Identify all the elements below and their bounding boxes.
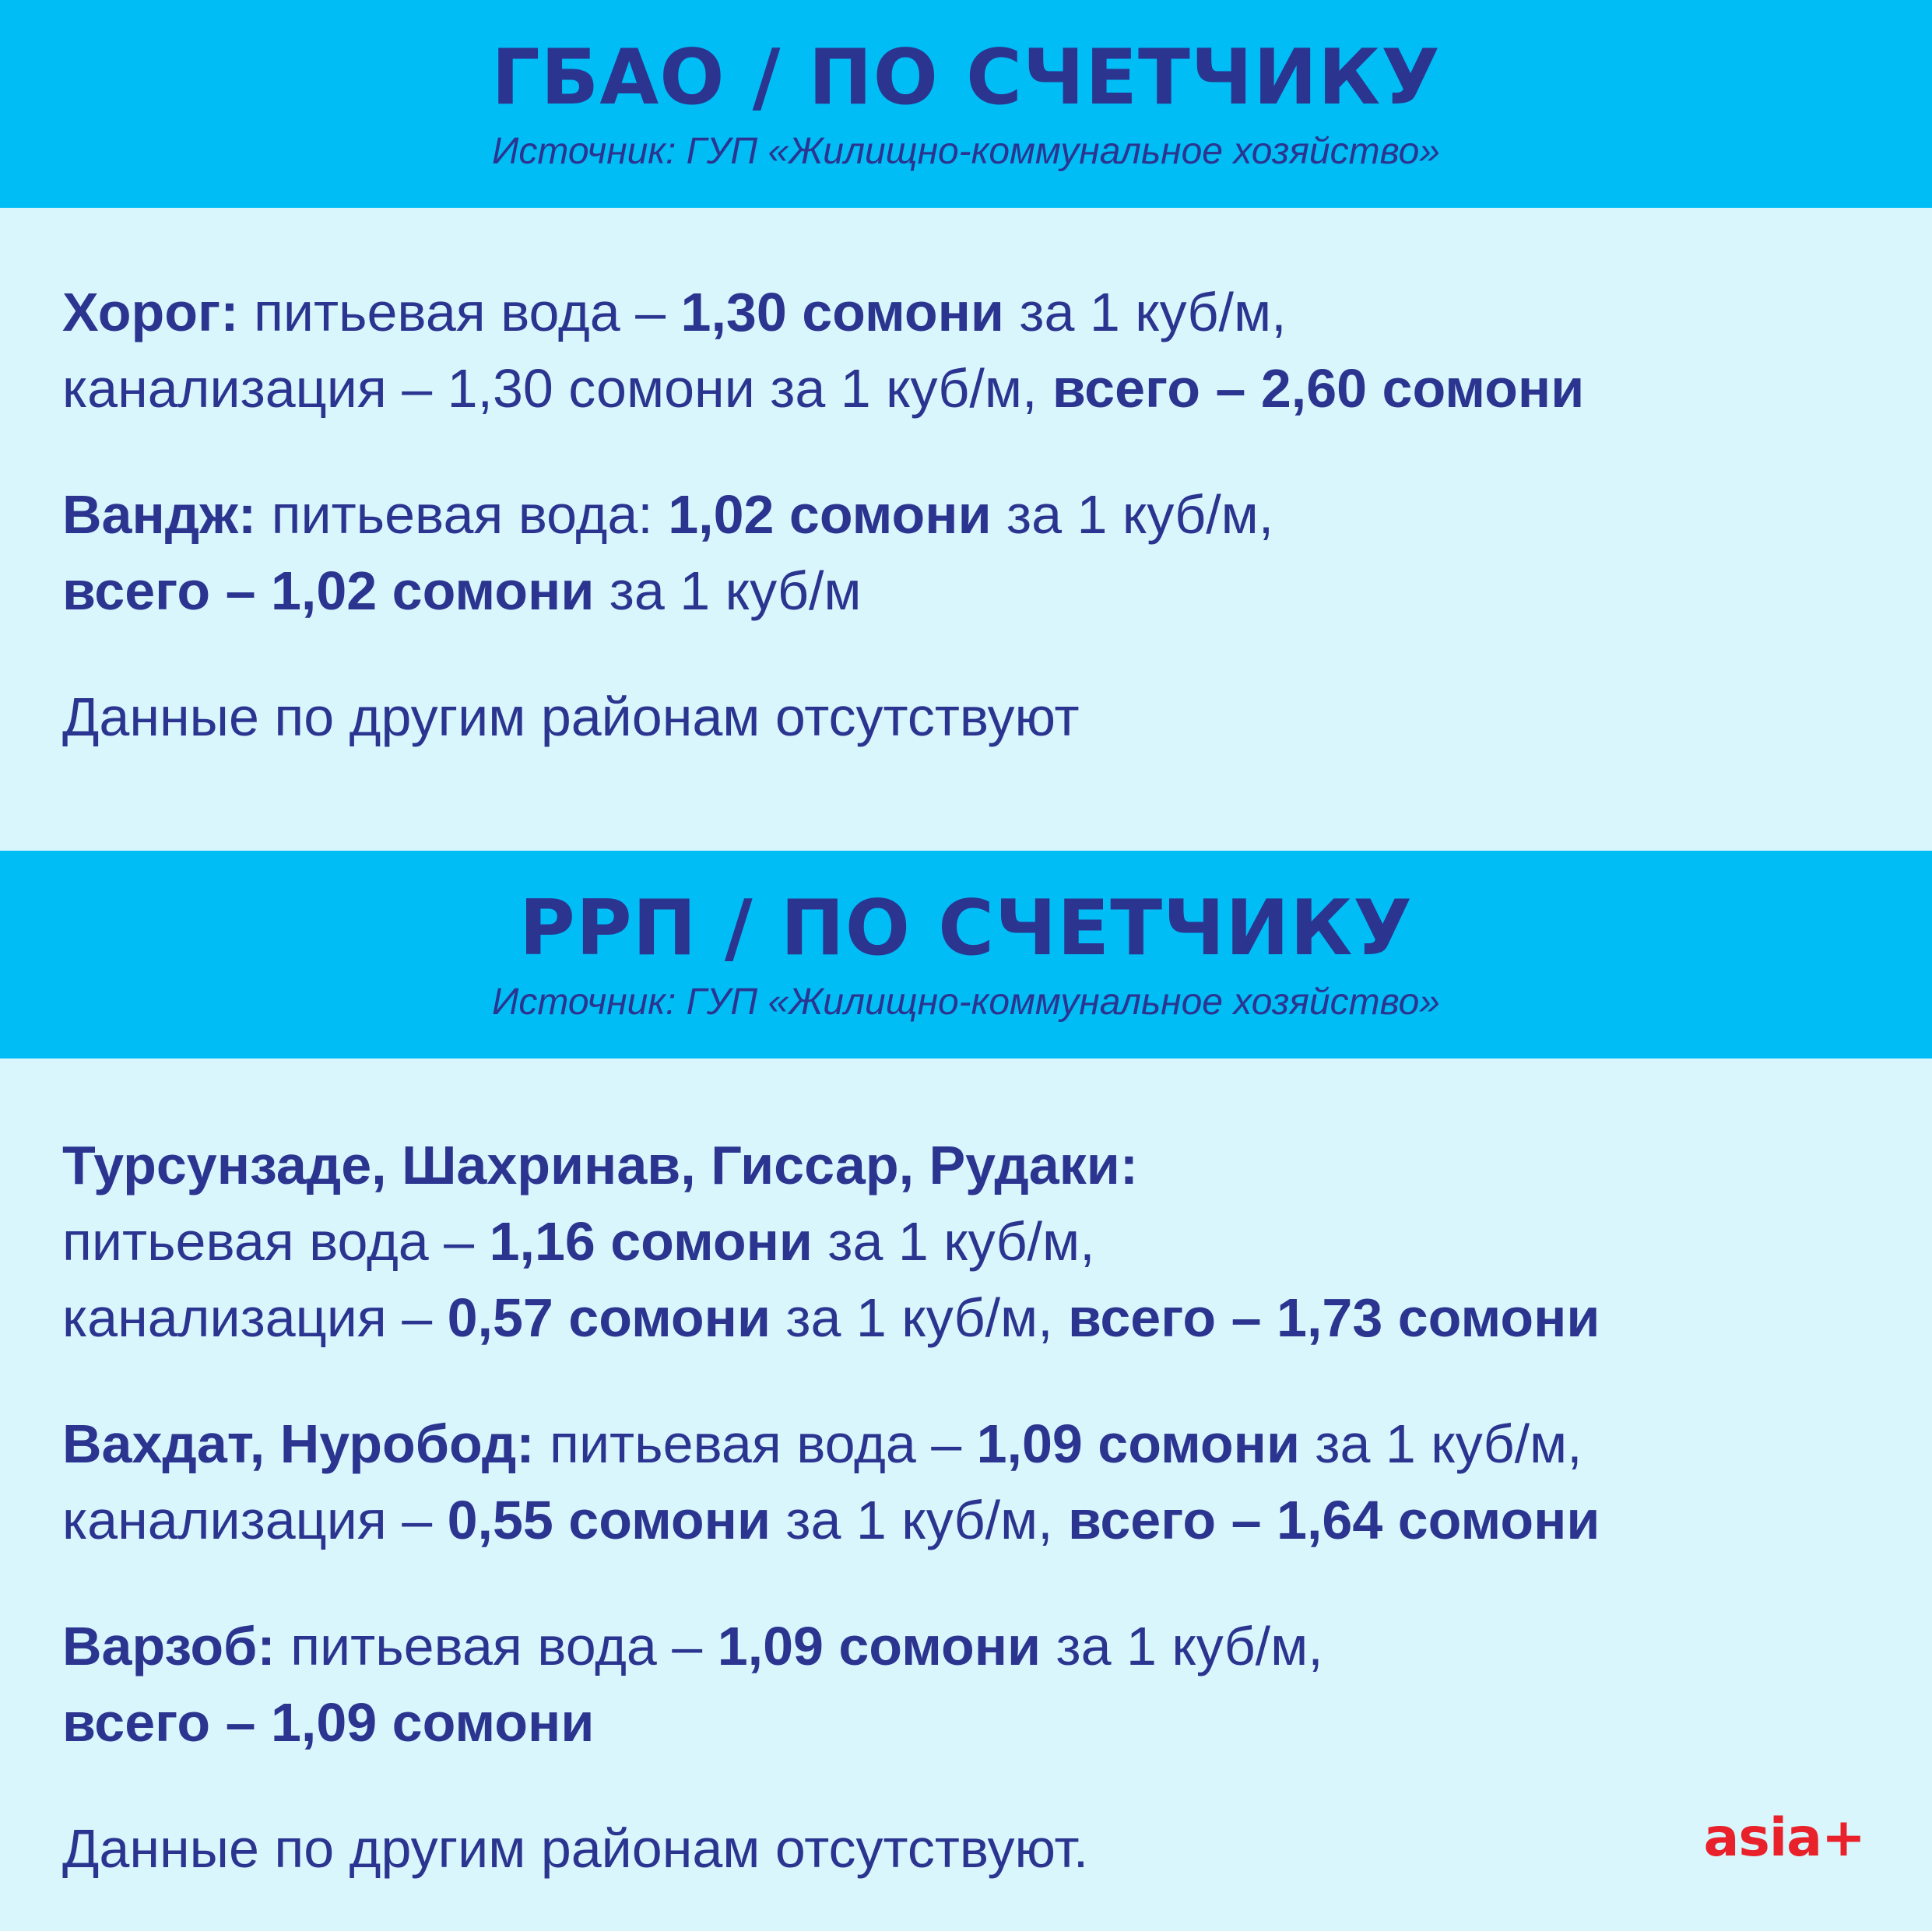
vanj-line-2: всего – 1,02 сомони за 1 куб/м (62, 560, 862, 621)
vahdat-line-1: Вахдат, Нуробод: питьевая вода – 1,09 сомони за 1 куб/м, (62, 1413, 1582, 1474)
vanj-name: Вандж: (62, 484, 257, 545)
vanj-entry (62, 476, 1884, 629)
tursunzade-entry (62, 1127, 1884, 1356)
varzob-line-1: Варзоб: питьевая вода – 1,09 сомони за 1 куб/м, (62, 1616, 1323, 1676)
rrp-note: Данные по другим районам отсутствуют. (62, 1818, 1089, 1879)
rrp-source: Источник: ГУП «Жилищно-коммунальное хозяйство» (492, 981, 1440, 1023)
vahdat-entry (62, 1406, 1884, 1558)
tursunzade-line-2: питьевая вода – 1,16 сомони за 1 куб/м, (62, 1211, 1095, 1272)
vahdat-name: Вахдат, Нуробод: (62, 1413, 535, 1474)
gbao-note: Данные по другим районам отсутствуют (62, 686, 1080, 747)
tursunzade-name: Турсунзаде, Шахринав, Гиссар, Рудаки: (62, 1135, 1139, 1195)
gbao-header (0, 0, 1932, 208)
varzob-name: Варзоб: (62, 1616, 276, 1676)
gbao-section (62, 274, 1884, 755)
rrp-section (62, 1127, 1884, 1887)
asia-plus-logo: asia+ (1703, 1807, 1865, 1869)
rrp-title: РРП / ПО СЧЕТЧИКУ (519, 884, 1413, 973)
khorog-line-2: канализация – 1,30 сомони за 1 куб/м, всего – 2,60 сомони (62, 358, 1585, 419)
tursunzade-line-1 (62, 1127, 1884, 1203)
tursunzade-line-3: канализация – 0,57 сомони за 1 куб/м, всего – 1,73 сомони (62, 1287, 1600, 1348)
varzob-line-2: всего – 1,09 сомони (62, 1692, 595, 1753)
gbao-source: Источник: ГУП «Жилищно-коммунальное хозяйство» (492, 131, 1440, 172)
khorog-entry (62, 274, 1884, 427)
varzob-entry (62, 1608, 1884, 1761)
rrp-header (0, 851, 1932, 1059)
vahdat-line-2: канализация – 0,55 сомони за 1 куб/м, всего – 1,64 сомони (62, 1490, 1600, 1550)
gbao-title: ГБАО / ПО СЧЕТЧИКУ (491, 33, 1441, 122)
khorog-name: Хорог: (62, 282, 239, 342)
vanj-line-1: Вандж: питьевая вода: 1,02 сомони за 1 куб/м, (62, 484, 1274, 545)
khorog-line-1: Хорог: питьевая вода – 1,30 сомони за 1 куб/м, (62, 282, 1287, 342)
